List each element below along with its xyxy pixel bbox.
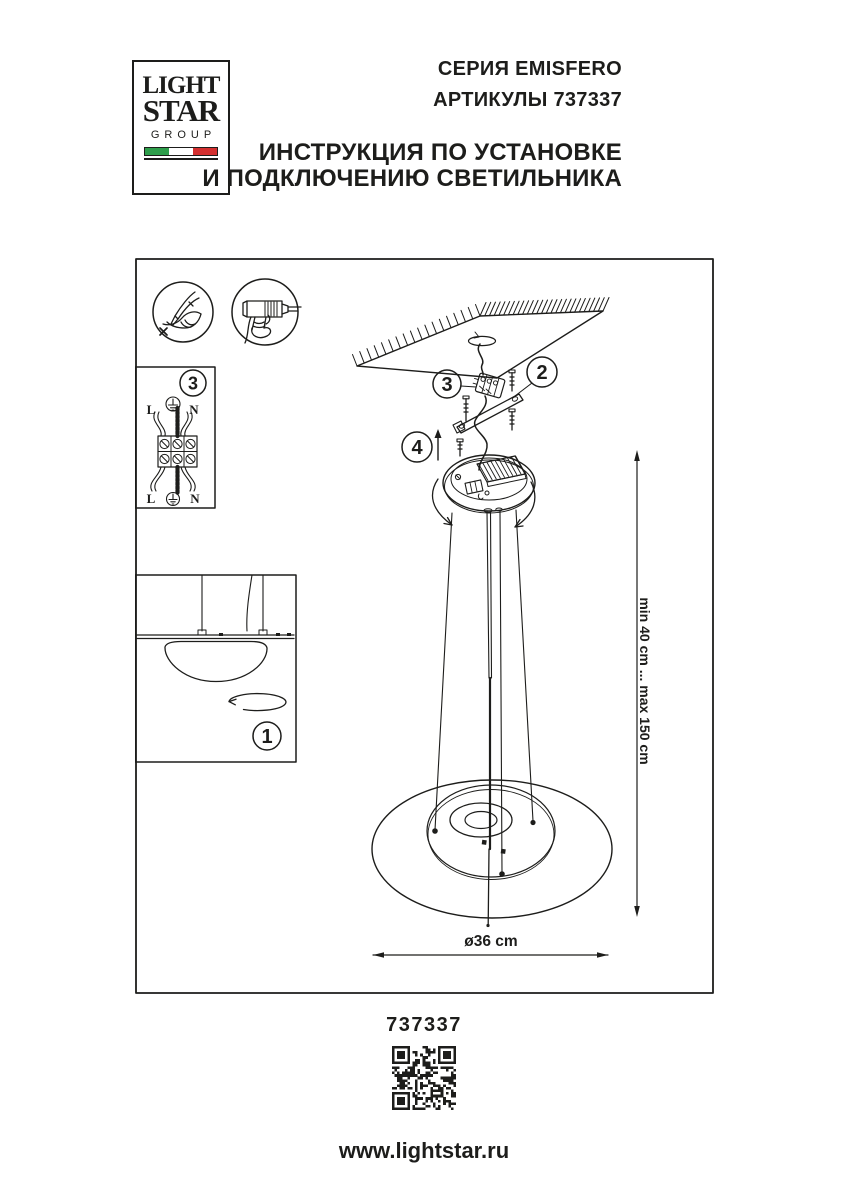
instruction-title-line1: ИНСТРУКЦИЯ ПО УСТАНОВКЕ [258,139,622,166]
wire-stripper-icon [153,282,213,342]
lamp-disc-illustration [372,780,612,918]
drill-icon [232,279,301,345]
screw-icons [457,370,515,456]
mounting-plate [137,635,294,639]
height-dimension [634,450,653,917]
earth-ground-icon-bottom [167,493,180,506]
step-number-canopy: 4 [411,437,423,459]
step-number-bracket: 2 [536,362,548,384]
ceiling-illustration [353,298,610,379]
label-live-bottom: L [146,491,156,506]
wiring-diagram [135,367,215,508]
logo-word-light: LIGHT [142,72,220,99]
instruction-title-line2: И ПОДКЛЮЧЕНИЮ СВЕТИЛЬНИКА [202,165,622,192]
footer-article-number: 737337 [386,1014,462,1036]
logo-word-group: GROUP [150,129,217,141]
power-cable-upper [478,344,483,375]
canopy-illustration [432,455,535,527]
frame-border [136,259,713,993]
qr-code [392,1046,456,1110]
rotate-arrow-left [432,479,452,525]
shade-rotation-inset [135,575,296,762]
step-number-shade: 1 [261,726,273,748]
cable-hole [469,336,496,345]
diffuser-disc [372,780,612,918]
instruction-title [202,140,622,192]
qr-code-wrap [392,1046,456,1110]
diameter-dimension-label: ø36 cm [464,933,518,950]
footer-website: www.lightstar.ru [338,1138,510,1163]
diagram-frame [135,258,714,994]
series-title: СЕРИЯ EMISFERO [437,58,622,80]
label-live-top: L [146,402,156,417]
canopy-terminal [465,480,483,494]
glass-shade [165,642,267,682]
articles-title: АРТИКУЛЫ 737337 [433,89,622,111]
step-number-terminal: 3 [441,374,453,396]
mounting-assembly [402,344,557,470]
step-number-wiring: 3 [187,373,199,394]
screw-left [463,396,469,421]
screw-right-top [509,370,515,391]
document-titles [202,54,622,192]
diagram-canvas [135,258,714,994]
screw-canopy [457,439,463,456]
mounting-bracket [457,394,523,433]
diameter-dimension [373,933,608,958]
suspension-cables [435,510,533,927]
label-neutral-top: N [189,402,199,417]
rotation-arrow [229,694,286,711]
logo-word-star: STAR [142,93,220,128]
height-dimension-label: min 40 cm ... max 150 cm [637,597,653,765]
label-neutral-bottom: N [190,491,200,506]
center-hub [450,803,512,837]
screw-right-bottom [509,409,515,430]
